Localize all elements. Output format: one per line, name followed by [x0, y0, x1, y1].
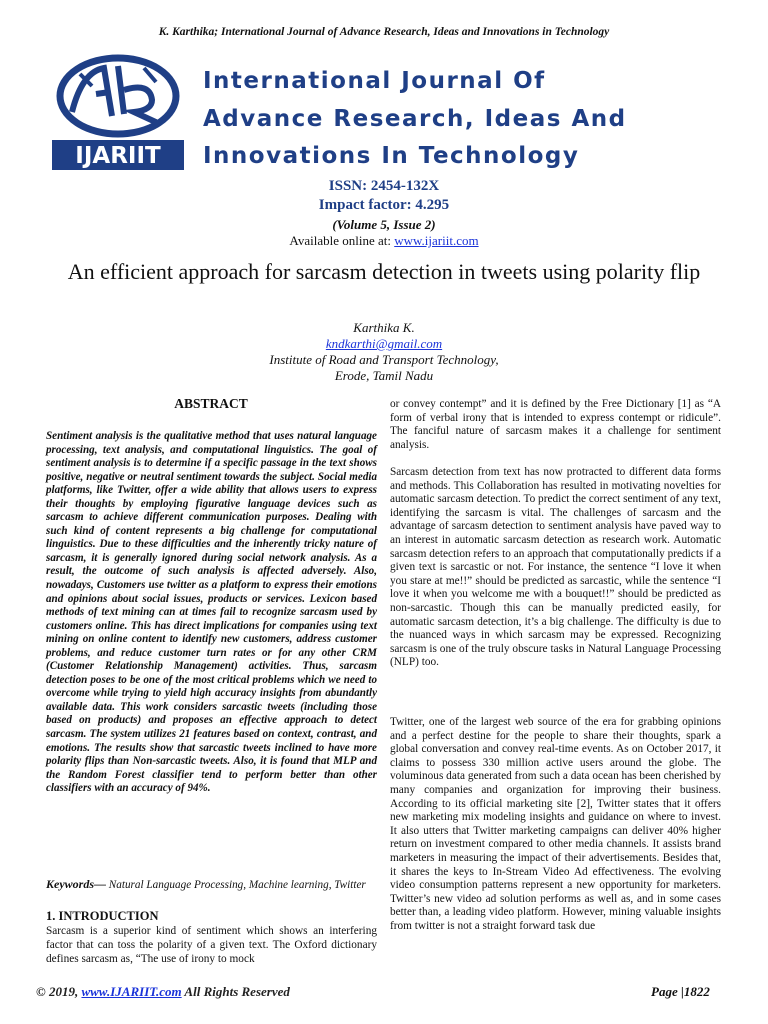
introduction-heading: 1. INTRODUCTION	[46, 909, 159, 923]
impact-factor: Impact factor: 4.295	[318, 197, 450, 213]
footer-website-link[interactable]: www.IJARIIT.com	[81, 984, 182, 999]
author-block	[0, 320, 768, 384]
journal-title-line3: Innovations In Technology	[203, 143, 580, 169]
author-location: Erode, Tamil Nadu	[334, 368, 434, 383]
author-email-link[interactable]: kndkarthi@gmail.com	[325, 336, 443, 351]
abstract-heading: ABSTRACT	[174, 396, 248, 411]
journal-logo	[52, 52, 184, 170]
volume-issue: (Volume 5, Issue 2)	[332, 217, 436, 232]
introduction-paragraph: Sarcasm is a superior kind of sentiment which shows an interfering factor that can toss the polarity of a given text. The Oxford dictionary defines sarcasm as, “The use of irony to mock	[46, 925, 377, 965]
author-institute: Institute of Road and Transport Technology,	[269, 352, 499, 367]
page-number: Page |1822	[651, 984, 710, 999]
keywords	[46, 878, 377, 892]
author-name: Karthika K.	[353, 320, 415, 335]
abstract-text: Sentiment analysis is the qualitative method that uses natural language processing, text analysis, and computational linguistics. The goal of sentiment analysis is to determine if a specific passage in the text shows positive, negative or neutral sentiment towards the subject. Social media platforms, like Twitter, offer a wide ability that allows users to express their thoughts by employing figurative language devices such as sarcasm to achieve different communication purposes. Dealing with such kind of content represents a big challenge for computational linguistics. Due to these difficulties and the inherently tricky nature of sarcasm, it is generally ignored during social network analysis. As a result, the outcome of such analysis is affected adversely. Also, nowadays, Customers use twitter as a platform to express their emotions and opinions about social issues, products or services. Lexicon based methods of text mining can at times fail to recognize sarcasm used by customers online. This has direct implications for companies using text mining on online content to identify new customers, address customer problems, and reduce customer turn rates or for any other CRM (Customer Relationship Management) activities. Thus, sarcasm detection poses to be one of the most critical problems which we need to overcome while trying to yield high accuracy insights from abundantly available data. This work considers sarcastic tweets (including those based on products) and proposes an effective approach to detect sarcasm. The system utilizes 21 features based on context, contrast, and emotions. The results show that sarcastic tweets inclined to have more polarity flips than Non-sarcastic tweets. Also, it is found that MLP and the Random Forest classifier tend to perform better than other classifiers with an accuracy of 94%.	[46, 430, 377, 795]
keywords-label: Keywords—	[46, 877, 106, 891]
column2-paragraph-1: or convey contempt” and it is defined by the Free Dictionary [1] as “A form of verbal irony that is intended to express contempt or ridicule”. The fanciful nature of sarcasm makes it a challenge for sentiment analysis.	[390, 398, 721, 451]
journal-website-link[interactable]: www.ijariit.com	[394, 233, 479, 248]
journal-title-line1: International Journal Of	[203, 68, 546, 94]
footer-copyright	[36, 984, 290, 1000]
copyright-prefix: © 2019,	[36, 984, 82, 999]
keywords-text: Natural Language Processing, Machine learning, Twitter	[106, 879, 366, 891]
logo-text: IJARIIT	[75, 143, 161, 169]
available-online	[0, 233, 768, 249]
logo-graphic	[52, 52, 184, 170]
paper-title: An efficient approach for sarcasm detection in tweets using polarity flip	[67, 259, 701, 284]
issn: ISSN: 2454-132X	[328, 178, 440, 194]
available-prefix: Available online at:	[289, 233, 395, 248]
journal-title-line2: Advance Research, Ideas And	[203, 106, 627, 132]
copyright-suffix: All Rights Reserved	[181, 984, 290, 999]
running-head: K. Karthika; International Journal of Advance Research, Ideas and Innovations in Technology	[158, 26, 610, 38]
column2-paragraph-2: Sarcasm detection from text has now protracted to different data forms and methods. This Collaboration has resulted in motivating novelties for automatic sarcasm detection. To predict the correct sentiment of any text, identifying the sarcasm is vital. The challenges of sarcasm and the advantage of sarcasm detection to sentiment analysis have paved way to an interest in automatic sarcasm detection as research work. Automatic sarcasm detection refers to an approach that computationally predicts if a given text is sarcastic or not. For instance, the sentence “I love it when you stare at me!!” should be predicted as sarcastic, while the sentence “I love it when you welcome me with a bouquet!!” should be predicted as non-sarcastic. Though this can be manually predicted easily, for automatic sarcasm detection, it’s a big challenge. The difficulty is due to the nuanced ways in which sarcasm may be expressed. Recognizing sarcasm is one of the truly obscure tasks in Natural Language Processing (NLP) too.	[390, 466, 721, 669]
column2-paragraph-3: Twitter, one of the largest web source of the era for grabbing opinions and a perfect destine for the people to share their thoughts, spark a global conversation and convey real-time events. As on October 2017, it claims to possess 330 million active users around the globe. The voluminous data generated from such a data ocean has been cherished by many companies and organization for improving their business. According to its official marketing site [2], Twitter states that it offers new marketing mix modeling insights and guidance on where to invest. It also utters that Twitter marketing campaigns can deliver 40% higher return on investment compared to other media channels. It assists brand marketers in measuring the impact of their advertisements. Besides that, it shares the keys to In-Stream Video Ad effectiveness. The evolving video consumption patterns represent a new opportunity for marketers. Twitter’s new video ad solution performs as well as, and in some cases better than, a leading video platform. However, mining valuable insights from twitter is not a straight forward task due	[390, 716, 721, 932]
